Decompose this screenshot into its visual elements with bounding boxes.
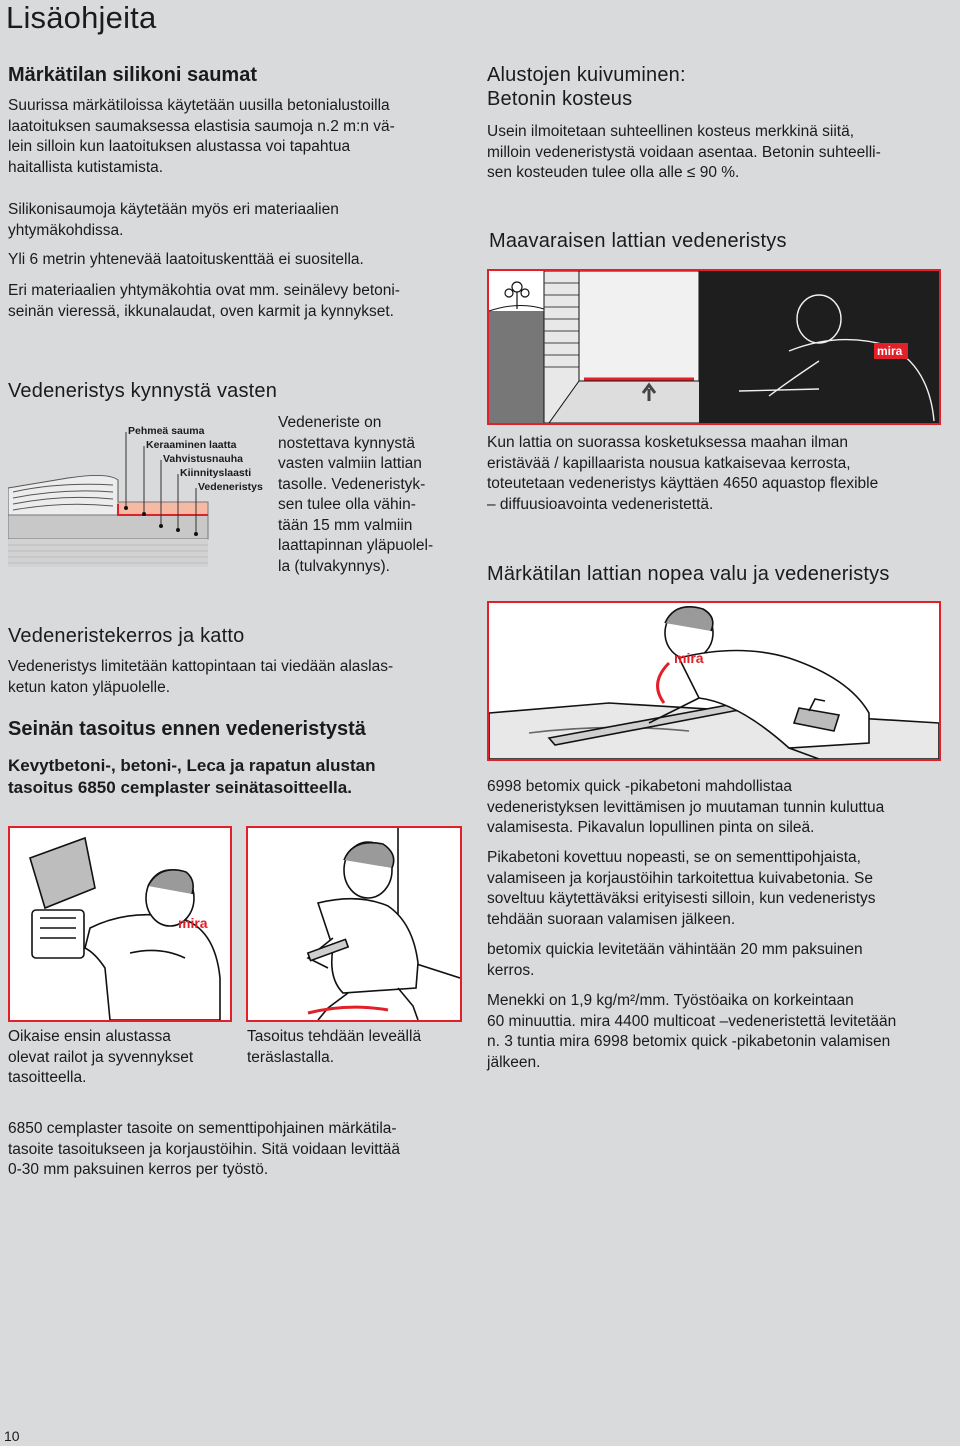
- drying-text: Usein ilmoitetaan suhteellinen kosteus merkkinä siitä, milloin vedeneristystä voidaan asentaa. Betonin suhteelli- sen kosteuden tulee olla alle ≤ 90 %.: [487, 123, 881, 181]
- diagram-label-soft-joint: Pehmeä sauma: [128, 425, 205, 437]
- silicone-paragraph-4: Eri materiaalien yhtymäkohtia ovat mm. seinälevy betoni- seinän vieressä, ikkunalaudat, oven karmit ja kynnykset.: [8, 282, 400, 320]
- brand-mark-text-1: mira: [178, 915, 208, 931]
- leveling-heading: Seinän tasoitus ennen vedeneristystä: [8, 718, 366, 740]
- silicone-paragraph-2: Silikonisaumoja käytetään myös eri materiaalien yhtymäkohdissa.: [8, 201, 339, 239]
- drying-heading: Alustojen kuivuminen: Betonin kosteus: [487, 64, 686, 110]
- diagram-label-waterproofing: Vedeneristys: [198, 481, 263, 493]
- illustration-filling-cracks: [8, 826, 232, 1022]
- threshold-text: Vedeneriste on nostettava kynnystä vasten valmiin lattian tasolle. Vedeneristyk- sen tulee olla vähin- tään 15 mm valmiin laattapinnan yläpuolel- la (tulvakynnys).: [278, 414, 434, 575]
- leveling-bold-text: Kevytbetoni-, betoni-, Leca ja rapatun alustan tasoitus 6850 cemplaster seinätasoitteella.: [8, 756, 376, 797]
- leveling-footer-text: 6850 cemplaster tasoite on sementtipohjainen märkätila- tasoite tasoitukseen ja korjaustöihin. Sitä voidaan levittää 0-30 mm paksuinen kerros per työstö.: [8, 1120, 401, 1178]
- diagram-label-reinforcement-tape: Vahvistusnauha: [163, 453, 243, 465]
- ground-floor-heading: Maavaraisen lattian vedeneristys: [489, 230, 787, 252]
- quick-cast-paragraph-1: 6998 betomix quick -pikabetoni mahdollistaa vedeneristyksen levittämisen jo muutaman tunnin kuluttua valamisesta. Pikavalun lopullinen pinta on sileä.: [487, 778, 885, 836]
- threshold-heading: Vedeneristys kynnystä vasten: [8, 380, 278, 402]
- page-number: 10: [4, 1428, 20, 1444]
- leveling-caption-right: Tasoitus tehdään leveällä teräslastalla.: [247, 1028, 422, 1066]
- diagram-label-ceramic-tile: Keraaminen laatta: [146, 439, 237, 451]
- illustration-ground-floor: [487, 269, 941, 425]
- silicone-paragraph-3: Yli 6 metrin yhtenevää laatoituskenttää ei suositella.: [8, 251, 364, 268]
- silicone-paragraph-1: Suurissa märkätiloissa käytetään uusilla betonialustoilla laatoituksen saumaksessa elastisia saumoja n.2 m:n vä- lein silloin kun laatoituksen alustassa voi tapahtua haitallista kutistamista.: [8, 97, 395, 176]
- threshold-diagram: [8, 420, 270, 570]
- silicone-heading: Märkätilan silikoni saumat: [8, 64, 257, 86]
- diagram-label-adhesive-mortar: Kiinnityslaasti: [180, 467, 252, 479]
- ground-floor-drawing: [489, 271, 939, 423]
- ground-floor-text: Kun lattia on suorassa kosketuksessa maahan ilman eristävää / kapillaarista nousua katkaisevaa kerrosta, toteutetaan vedeneristys käyttäen 4650 aquastop flexible – diffuusioavointa vedeneristettä.: [487, 434, 879, 513]
- ceiling-heading: Vedeneristekerros ja katto: [8, 625, 245, 647]
- quick-cast-paragraph-3: betomix quickia levitetään vähintään 20 mm paksuinen kerros.: [487, 941, 863, 979]
- quick-cast-drawing: [489, 603, 939, 759]
- filling-cracks-drawing: [10, 828, 230, 1020]
- quick-cast-heading: Märkätilan lattian nopea valu ja vedeneristys: [487, 563, 890, 585]
- brand-mark-text-2: mira: [877, 344, 903, 358]
- leveling-trowel-drawing: [248, 828, 460, 1020]
- illustration-quick-cast: [487, 601, 941, 761]
- page-title: Lisäohjeita: [6, 0, 157, 35]
- leveling-caption-left: Oikaise ensin alustassa olevat railot ja syvennykset tasoitteella.: [8, 1028, 194, 1086]
- brand-mark-text-3: mira: [674, 650, 704, 666]
- quick-cast-paragraph-2: Pikabetoni kovettuu nopeasti, se on sementtipohjaista, valamiseen ja korjaustöihin tarkoitettua kuivabetonia. Se soveltuu käytettäväksi erityisesti silloin, kun vedeneristys tehdään suoraan valamisen jälkeen.: [487, 849, 876, 928]
- ceiling-text: Vedeneristys limitetään kattopintaan tai viedään alaslas- ketun katon yläpuolelle.: [8, 658, 394, 696]
- quick-cast-paragraph-4: Menekki on 1,9 kg/m²/mm. Työstöaika on korkeintaan 60 minuuttia. mira 4400 multicoat –vedeneristettä levitetään n. 3 tuntia mira 6998 betomix quick -pikabetonin valamisen jälkeen.: [487, 992, 897, 1071]
- illustration-leveling-trowel: [246, 826, 462, 1022]
